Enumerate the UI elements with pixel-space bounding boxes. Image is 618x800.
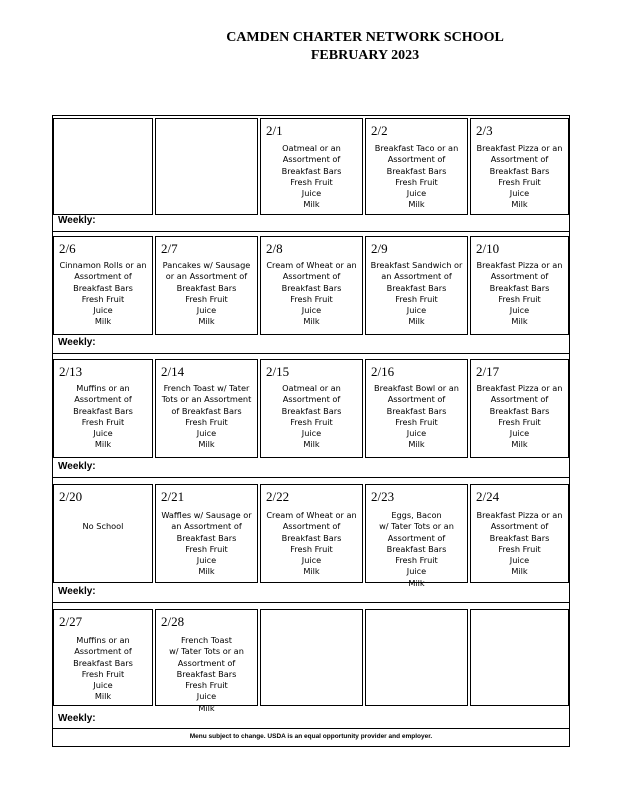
day-date: 2/8 [266,241,283,256]
day-cell [53,609,153,706]
school-name: CAMDEN CHARTER NETWORK SCHOOL [226,30,504,45]
day-date: 2/9 [371,241,388,256]
day-date: 2/22 [266,489,290,504]
footer-note: Menu subject to change. USDA is an equal opportunity provider and employer. [189,733,433,740]
day-cell [155,359,258,458]
day-menu: Breakfast Taco or an Assortment of Breakfast Bars Fresh Fruit Juice Milk [374,143,459,210]
weekly-label: Weekly: [58,713,96,724]
day-cell [155,236,258,335]
day-cell [470,118,569,215]
day-date: 2/3 [476,123,493,138]
day-date: 2/17 [476,364,500,379]
day-date: 2/15 [266,364,290,379]
day-menu: Eggs, Bacon w/ Tater Tots or an Assortment of Breakfast Bars Fresh Fruit Juice Milk [379,510,454,588]
day-cell [53,236,153,335]
day-menu: Muffins or an Assortment of Breakfast Bars Fresh Fruit Juice Milk [73,635,133,702]
day-date: 2/20 [59,489,83,504]
day-date: 2/7 [161,241,178,256]
week-divider [53,231,569,232]
day-cell [470,609,569,706]
day-date: 2/16 [371,364,395,379]
weekly-label: Weekly: [58,337,96,348]
day-menu: Cream of Wheat or an Assortment of Breakfast Bars Fresh Fruit Juice Milk [266,510,357,577]
day-cell [260,484,363,583]
day-menu: No School [82,521,124,531]
week-divider [53,602,569,603]
day-cell [470,236,569,335]
day-menu: Breakfast Pizza or an Assortment of Breakfast Bars Fresh Fruit Juice Milk [476,510,563,577]
week-divider [53,353,569,354]
day-menu: French Toast w/ Tater Tots or an Assortment of Breakfast Bars Fresh Fruit Juice Milk [169,635,244,713]
day-menu: Breakfast Pizza or an Assortment of Breakfast Bars Fresh Fruit Juice Milk [476,260,563,327]
day-menu: Oatmeal or an Assortment of Breakfast Bars Fresh Fruit Juice Milk [281,143,342,210]
day-menu: Breakfast Bowl or an Assortment of Breakfast Bars Fresh Fruit Juice Milk [374,383,459,450]
day-date: 2/28 [161,614,185,629]
day-cell [365,236,468,335]
day-cell [260,236,363,335]
day-cell [53,484,153,583]
day-menu: Muffins or an Assortment of Breakfast Bars Fresh Fruit Juice Milk [73,383,133,450]
day-date: 2/2 [371,123,388,138]
weekly-label: Weekly: [58,586,96,597]
day-date: 2/6 [59,241,76,256]
day-menu: Pancakes w/ Sausage or an Assortment of Breakfast Bars Fresh Fruit Juice Milk [162,260,251,327]
day-date: 2/27 [59,614,83,629]
day-cell [260,359,363,458]
day-date: 2/1 [266,123,283,138]
day-date: 2/14 [161,364,185,379]
day-cell [470,484,569,583]
day-cell [470,359,569,458]
day-cell [365,359,468,458]
day-menu: Cream of Wheat or an Assortment of Breakfast Bars Fresh Fruit Juice Milk [266,260,357,327]
day-menu: Oatmeal or an Assortment of Breakfast Bars Fresh Fruit Juice Milk [281,383,342,450]
day-date: 2/23 [371,489,395,504]
day-cell [260,609,363,706]
day-date: 2/24 [476,489,500,504]
day-cell [365,609,468,706]
day-date: 2/21 [161,489,185,504]
day-menu: Breakfast Sandwich or an Assortment of Breakfast Bars Fresh Fruit Juice Milk [370,260,463,327]
day-menu: Breakfast Pizza or an Assortment of Breakfast Bars Fresh Fruit Juice Milk [476,383,563,450]
week-divider [53,728,569,729]
day-cell [155,609,258,713]
day-date: 2/10 [476,241,500,256]
weekly-label: Weekly: [58,215,96,226]
day-menu: Waffles w/ Sausage or an Assortment of Breakfast Bars Fresh Fruit Juice Milk [161,510,252,577]
day-cell [53,118,153,215]
week-divider [53,477,569,478]
day-cell [260,118,363,215]
month-title: FEBRUARY 2023 [310,48,420,63]
day-cell [155,118,258,215]
day-menu: Cinnamon Rolls or an Assortment of Breakfast Bars Fresh Fruit Juice Milk [59,260,147,327]
weekly-label: Weekly: [58,461,96,472]
day-menu: Breakfast Pizza or an Assortment of Breakfast Bars Fresh Fruit Juice Milk [476,143,563,210]
menu-calendar [52,115,570,747]
day-menu: French Toast w/ Tater Tots or an Assortment of Breakfast Bars Fresh Fruit Juice Milk [161,383,252,450]
day-cell [53,359,153,458]
day-cell [365,118,468,215]
day-cell [155,484,258,583]
day-cell [365,484,468,588]
day-date: 2/13 [59,364,83,379]
